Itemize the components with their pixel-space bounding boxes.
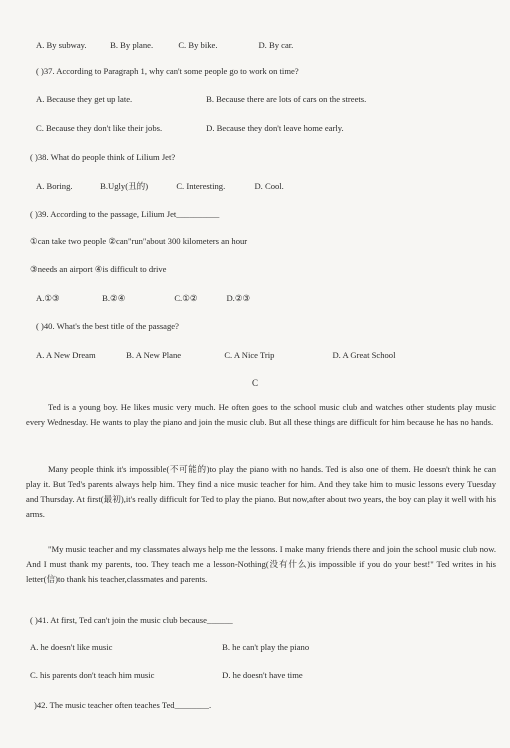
q37-option-a: A. Because they get up late. [36, 94, 133, 104]
q38-stem: ( )38. What do people think of Lilium Jet? [30, 152, 176, 162]
q41-row1 [30, 642, 309, 653]
q38-options [36, 181, 284, 192]
q38-option-b: B.Ugly(丑的) [100, 181, 149, 191]
q40-options [36, 350, 395, 361]
q40-option-c: C. A Nice Trip [224, 350, 275, 360]
passage-paragraph-3: "My music teacher and my classmates always help me the lessons. I make many friends there and join the school music club now. And I must thank my parents, too. They teach me a lesson-Nothing(没有什么)is impossible if you do your best!" Ted writes in his letter(信)to thank his teacher,classmates and parents. [26, 544, 496, 584]
q37-option-b: B. Because there are lots of cars on the streets. [206, 94, 367, 104]
q37-row1 [36, 94, 366, 105]
q40-option-b: B. A New Plane [126, 350, 182, 360]
q40-option-a: A. A New Dream [36, 350, 96, 360]
q41-option-d: D. he doesn't have time [222, 670, 303, 680]
q38-option-c: C. Interesting. [176, 181, 226, 191]
q38-option-d: D. Cool. [254, 181, 284, 191]
q39-statement-2: ③needs an airport ④is difficult to drive [30, 264, 167, 274]
q36-option-a: A. By subway. [36, 40, 87, 50]
passage-paragraph-2: Many people think it's impossible(不可能的)to play the piano with no hands. Ted is also one of them. He doesn't think he can play it. But Ted's parents always help him. They find a nice music teacher for him. And they take him to music lessons every Tuesday and Thursday. At first(最初),it's really difficult for Ted to play the piano. But now,after about two years, the boy can play it well with his arms. [26, 464, 496, 519]
q38-option-a: A. Boring. [36, 181, 73, 191]
q39-option-c: C.①② [174, 293, 198, 303]
q37-row2 [36, 123, 344, 134]
q40-option-d: D. A Great School [332, 350, 396, 360]
q36-option-d: D. By car. [258, 40, 294, 50]
q39-option-b: B.②④ [102, 293, 126, 303]
q41-option-c: C. his parents don't teach him music [30, 670, 155, 680]
q41-option-b: B. he can't play the piano [222, 642, 310, 652]
q39-options [36, 293, 250, 304]
q39-option-a: A.①③ [36, 293, 60, 303]
q37-stem: ( )37. According to Paragraph 1, why can't some people go to work on time? [36, 66, 299, 76]
q41-option-a: A. he doesn't like music [30, 642, 113, 652]
q39-option-d: D.②③ [226, 293, 251, 303]
q36-option-c: C. By bike. [178, 40, 218, 50]
q42-stem: )42. The music teacher often teaches Ted________. [34, 700, 212, 710]
q39-statement-1: ①can take two people ②can"run"about 300 kilometers an hour [30, 236, 248, 246]
q37-option-c: C. Because they don't like their jobs. [36, 123, 163, 133]
q36-options [36, 40, 293, 51]
q37-option-d: D. Because they don't leave home early. [206, 123, 344, 133]
q36-option-b: B. By plane. [110, 40, 154, 50]
q40-stem: ( )40. What's the best title of the passage? [36, 321, 179, 331]
passage-paragraph-1: Ted is a young boy. He likes music very much. He often goes to the school music club and watches other students play music every Wednesday. He wants to play the piano and join the music club. But all these things are difficult for him because he has no hands. [26, 402, 496, 427]
section-label: C [251, 378, 258, 388]
q39-stem: ( )39. According to the passage, Lilium Jet__________ [30, 209, 220, 219]
q41-stem: ( )41. At first, Ted can't join the music club because______ [30, 615, 233, 625]
q41-row2 [30, 670, 303, 681]
